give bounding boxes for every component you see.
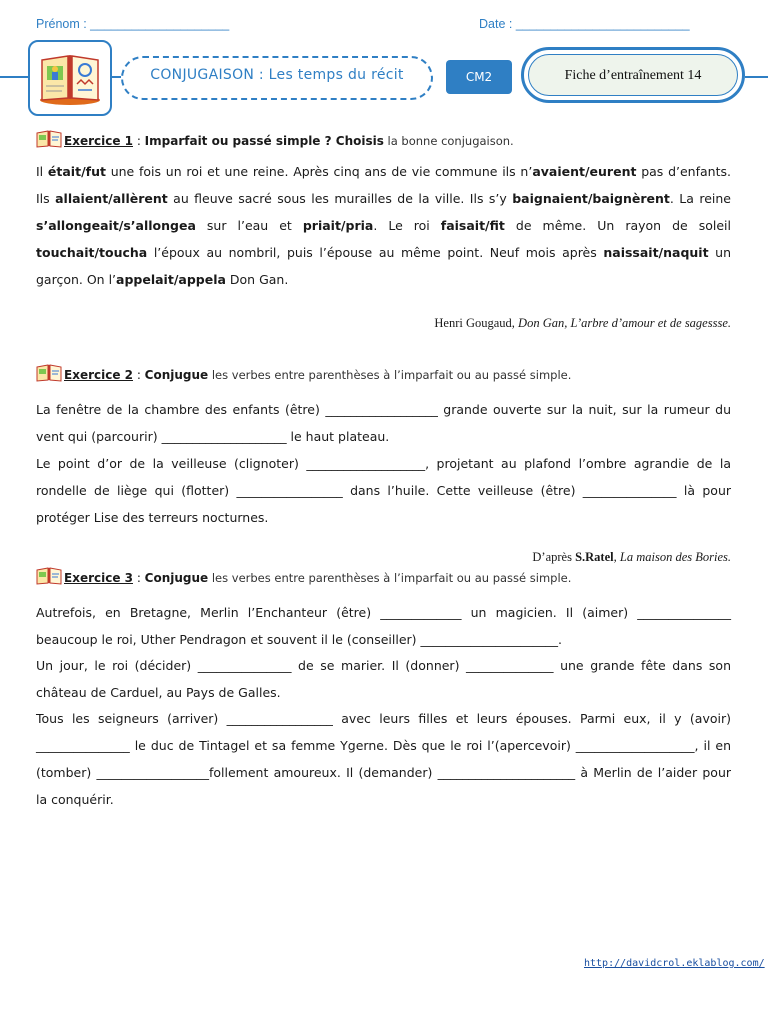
exercise-1-citation [434,316,731,331]
choice-8: touchait/toucha [36,245,148,260]
exercise-2-paragraph-2: Le point d’or de la veilleuse (clignoter) ___________________, projetant au plafond l’ombre agrandie de la rondelle de liège qui (flotter) _________________ dans l’huile. Cette veilleuse (être) _______________ là pour protéger Lise des terreurs nocturnes. [36,456,731,525]
citation-author: S.Ratel [575,550,614,564]
title-banner [121,56,433,100]
text-run: Don Gan. [225,272,289,287]
choice-3: allaient/allèrent [55,191,168,206]
header-rule-right [745,76,768,78]
exercise-2-label: Exercice 2 [64,368,133,382]
choice-7: faisait/fit [440,218,505,233]
book-icon [36,364,62,382]
exercise-3-instruction: Conjugue [144,571,209,585]
logo-box [28,40,112,116]
choice-6: priait/pria [302,218,374,233]
exercise-1-label: Exercice 1 [64,134,133,148]
exercise-2-rest: les verbes entre parenthèses à l’imparfait ou au passé simple. [208,368,572,382]
text-run: . La reine [669,191,731,206]
exercise-1-sep: : [133,134,145,148]
fiche-badge-inner [528,54,738,96]
header-rule-left [0,76,28,78]
citation-author: Henri Gougaud, [434,316,519,330]
text-run: sur l’eau et [195,218,303,233]
text-run: au fleuve sacré sous les murailles de la ville. Ils s’y [167,191,513,206]
text-run: Il [36,164,48,179]
choice-10: appelait/appela [116,272,226,287]
text-run: un garçon. On l’ [36,245,731,287]
choice-5: s’allongeait/s’allongea [36,218,196,233]
choice-9: naissait/naquit [603,245,709,260]
choice-4: baignaient/baignèrent [512,191,670,206]
exercise-3-paragraph-1: Autrefois, en Bretagne, Merlin l’Enchanteur (être) _____________ un magicien. Il (aimer) _______________ beaucoup le roi, Uther Pendragon et souvent il le (conseiller) ______________________. [36,605,731,647]
citation-work: Don Gan, L’arbre d’amour et de sagessse. [518,316,731,330]
exercise-2-citation [532,550,731,565]
exercise-3-label: Exercice 3 [64,571,133,585]
choice-1: était/fut [47,164,106,179]
text-run: l’époux au nombril, puis l’épouse au même point. Neuf mois après [147,245,604,260]
exercise-3-header [36,571,571,585]
book-logo-icon [32,44,108,112]
fiche-title: Fiche d’entraînement 14 [564,68,702,83]
choice-2: avaient/eurent [532,164,637,179]
text-run: une fois un roi et une reine. Après cinq ans de vie commune ils n’ [105,164,533,179]
exercise-2-header [36,368,571,382]
exercise-1-header [36,134,514,148]
prenom-field: Prénom : ____________________ [36,17,230,31]
exercise-2-sep: : [133,368,145,382]
citation-prefix: D’après [532,550,576,564]
exercise-1-instruction: Imparfait ou passé simple ? Choisis [144,134,384,148]
footer-link[interactable]: http://davidcrol.eklablog.com/ [584,958,765,969]
exercise-2-paragraph-1: La fenêtre de la chambre des enfants (être) __________________ grande ouverte sur la nuit, sur la rumeur du vent qui (parcourir) ____________________ le haut plateau. [36,402,731,444]
exercise-2-instruction: Conjugue [144,368,209,382]
exercise-3-paragraph-3: Tous les seigneurs (arriver) _________________ avec leurs filles et leurs épouses. Parmi eux, il y (avoir) _______________ le duc de Tintagel et sa femme Ygerne. Dès que le roi l’(apercevoir) ___________________, il en (tomber) __________________follement amoureux. Il (demander) ______________________ à Merlin de l’aider pour la conquérir. [36,711,731,807]
exercise-1-rest: la bonne conjugaison. [383,134,514,148]
book-icon [36,567,62,585]
exercise-3-sep: : [133,571,145,585]
page-title: CONJUGAISON : Les temps du récit [150,67,404,83]
exercise-1-text [36,158,731,293]
date-field: Date : _________________________ [479,17,690,31]
level-badge: CM2 [446,60,512,94]
exercise-3-paragraph-2: Un jour, le roi (décider) _______________ de se marier. Il (donner) ______________ une grande fête dans son château de Carduel, au Pays de Galles. [36,658,731,700]
exercise-3-rest: les verbes entre parenthèses à l’imparfait ou au passé simple. [208,571,572,585]
fiche-badge [521,47,745,103]
text-run: de même. Un rayon de soleil [504,218,731,233]
citation-work: , La maison des Bories. [613,550,731,564]
text-run: . Le roi [373,218,441,233]
text-run: pas d’enfants. Ils [36,164,731,206]
book-icon [36,130,62,148]
